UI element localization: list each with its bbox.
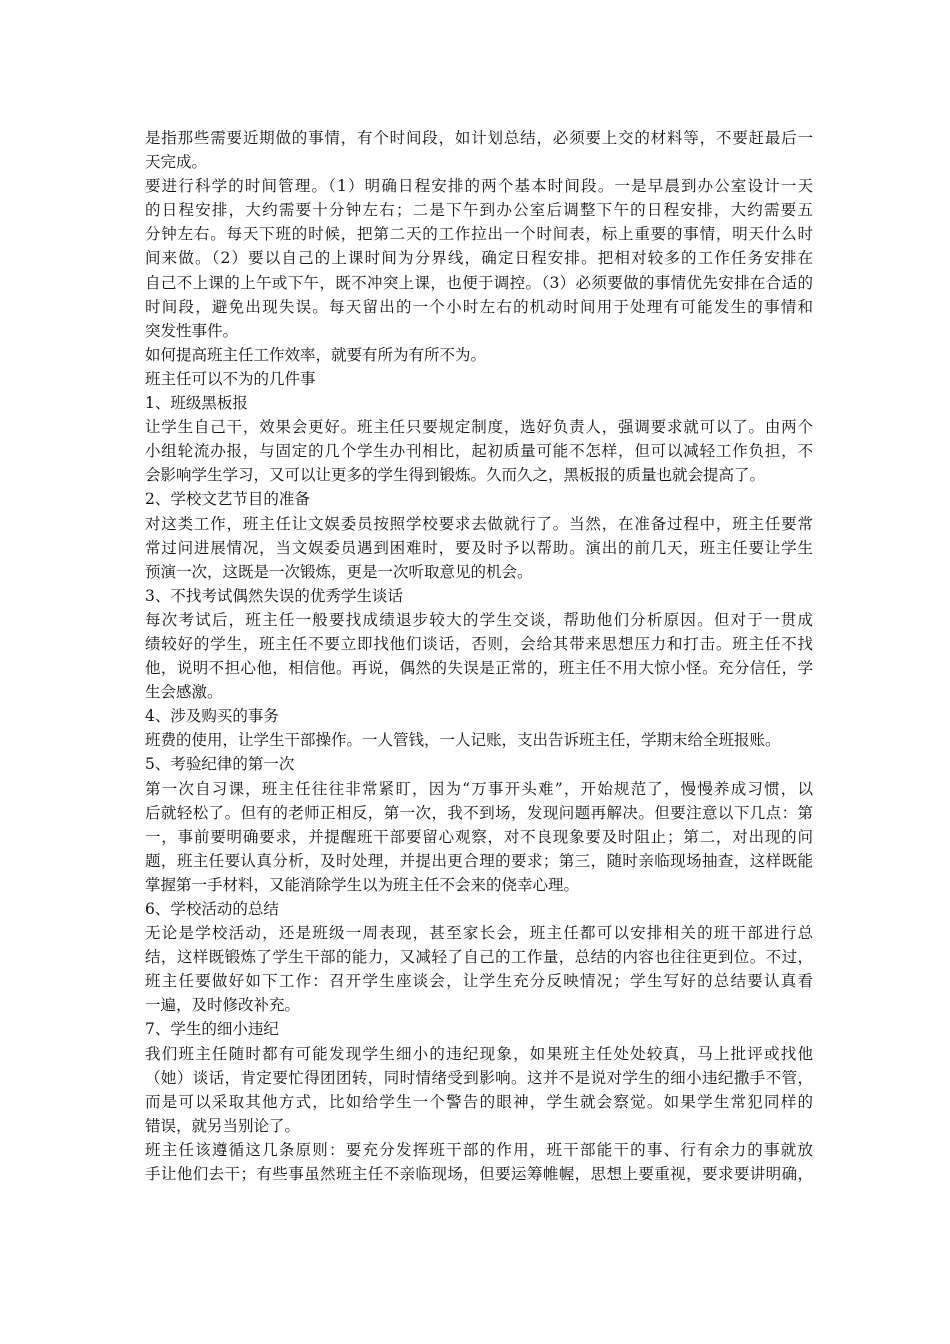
- text-line: 一，事前要明确要求，并提醒班干部要留心观察，对不良现象要及时阻止；第二，对出现的问: [145, 827, 813, 846]
- text-line: 一遍，及时修改补充。: [145, 996, 301, 1015]
- text-line: 班主任可以不为的几件事: [145, 369, 316, 388]
- text-line: 天完成。: [145, 153, 208, 172]
- text-line: 生会感激。: [145, 683, 223, 702]
- text-line: 小组轮流办报，与固定的几个学生办刊相比，起初质量可能不怎样，但可以减轻工作负担，不: [145, 442, 813, 461]
- text-line: 班主任要做好如下工作：召开学生座谈会，让学生充分反映情况；学生写好的总结要认真看: [145, 972, 813, 991]
- text-line: 题，班主任要认真分析，及时处理，并提出更合理的要求；第三，随时亲临现场抽查，这样既能: [145, 851, 813, 870]
- text-line: 无论是学校活动，还是班级一周表现，甚至家长会，班主任都可以安排相关的班干部进行总: [145, 924, 813, 943]
- text-line: 他，说明不担心他，相信他。再说，偶然的失误是正常的，班主任不用大惊小怪。充分信任，学: [145, 659, 813, 678]
- text-line: 2、学校文艺节目的准备: [145, 490, 310, 509]
- text-line: 让学生自己干，效果会更好。班主任只要规定制度，选好负责人，强调要求就可以了。由两个: [145, 418, 813, 437]
- text-line: 1、班级黑板报: [145, 394, 248, 413]
- text-line: 4、涉及购买的事务: [145, 707, 279, 726]
- text-line: 分钟左右。每天下班的时候，把第二天的工作拉出一个时间表，标上重要的事情，明天什么时: [145, 225, 813, 244]
- text-line: 常过问进展情况，当文娱委员遇到困难时，要及时予以帮助。演出的前几天，班主任要让学生: [145, 538, 813, 557]
- text-line: （她）谈话，肯定要忙得团团转，同时情绪受到影响。这并不是说对学生的细小违纪撒手不管，: [145, 1068, 813, 1087]
- text-line: 绩较好的学生，班主任不要立即找他们谈话，否则，会给其带来思想压力和打击。班主任不找: [145, 634, 813, 653]
- text-line: 时间段，避免出现失误。每天留出的一个小时左右的机动时间用于处理有可能发生的事情和: [145, 297, 813, 316]
- text-line: 要进行科学的时间管理。（1）明确日程安排的两个基本时间段。一是早晨到办公室设计一天: [145, 177, 813, 196]
- text-line: 突发性事件。: [145, 321, 239, 340]
- text-line: 每次考试后，班主任一般要找成绩退步较大的学生交谈，帮助他们分析原因。但对于一贯成: [145, 610, 813, 629]
- text-line: 而是可以采取其他方式，比如给学生一个警告的眼神，学生就会察觉。如果学生常犯同样的: [145, 1092, 813, 1111]
- text-line: 自己不上课的上午或下午，既不冲突上课，也便于调控。（3）必须要做的事情优先安排在合适的: [145, 273, 813, 292]
- text-line: 7、学生的细小违纪: [145, 1020, 279, 1039]
- text-line: 班费的使用，让学生干部操作。一人管钱，一人记账，支出告诉班主任，学期末给全班报账。: [145, 731, 781, 750]
- text-line: 预演一次，这既是一次锻炼，更是一次听取意见的机会。: [145, 562, 533, 581]
- text-line: 会影响学生学习，又可以让更多的学生得到锻炼。久而久之，黑板报的质量也就会提高了。: [145, 466, 766, 485]
- text-line: 间来做。（2）要以自己的上课时间为分界线，确定日程安排。把相对较多的工作任务安排在: [145, 249, 813, 268]
- text-line: 结，这样既锻炼了学生干部的能力，又减轻了自己的工作量，总结的内容也往往更到位。不过，: [145, 948, 813, 967]
- text-line: 的日程安排，大约需要十分钟左右；二是下午到办公室后调整下午的日程安排，大约需要五: [145, 201, 813, 220]
- text-line: 如何提高班主任工作效率，就要有所为有所不为。: [145, 345, 487, 364]
- text-line: 6、学校活动的总结: [145, 900, 279, 918]
- text-line: 班主任该遵循这几条原则：要充分发挥班干部的作用，班干部能干的事、行有余力的事就放: [145, 1140, 813, 1159]
- text-line: 手让他们去干；有些事虽然班主任不亲临现场，但要运筹帷幄，思想上要重视，要求要讲明确，: [145, 1165, 813, 1184]
- text-line: 错误，就另当别论了。: [145, 1116, 301, 1135]
- text-line: 5、考验纪律的第一次: [145, 755, 295, 774]
- document-body: [145, 126, 813, 1186]
- text-line: 第一次自习课，班主任往往非常紧盯，因为“万事开头难”，开始规范了，慢慢养成习惯，以: [145, 779, 813, 798]
- text-line: 是指那些需要近期做的事情，有个时间段，如计划总结，必须要上交的材料等，不要赶最后一: [145, 129, 813, 147]
- text-line: 后就轻松了。但有的老师正相反，第一次，我不到场，发现问题再解决。但要注意以下几点：第: [145, 803, 813, 822]
- text-line: 我们班主任随时都有可能发现学生细小的违纪现象，如果班主任处处较真，马上批评或找他: [145, 1044, 813, 1063]
- text-line: 3、不找考试偶然失误的优秀学生谈话: [145, 586, 403, 605]
- text-line: 对这类工作，班主任让文娱委员按照学校要求去做就行了。当然，在准备过程中，班主任要常: [145, 514, 813, 533]
- text-line: 掌握第一手材料，又能消除学生以为班主任不会来的侥幸心理。: [145, 875, 580, 894]
